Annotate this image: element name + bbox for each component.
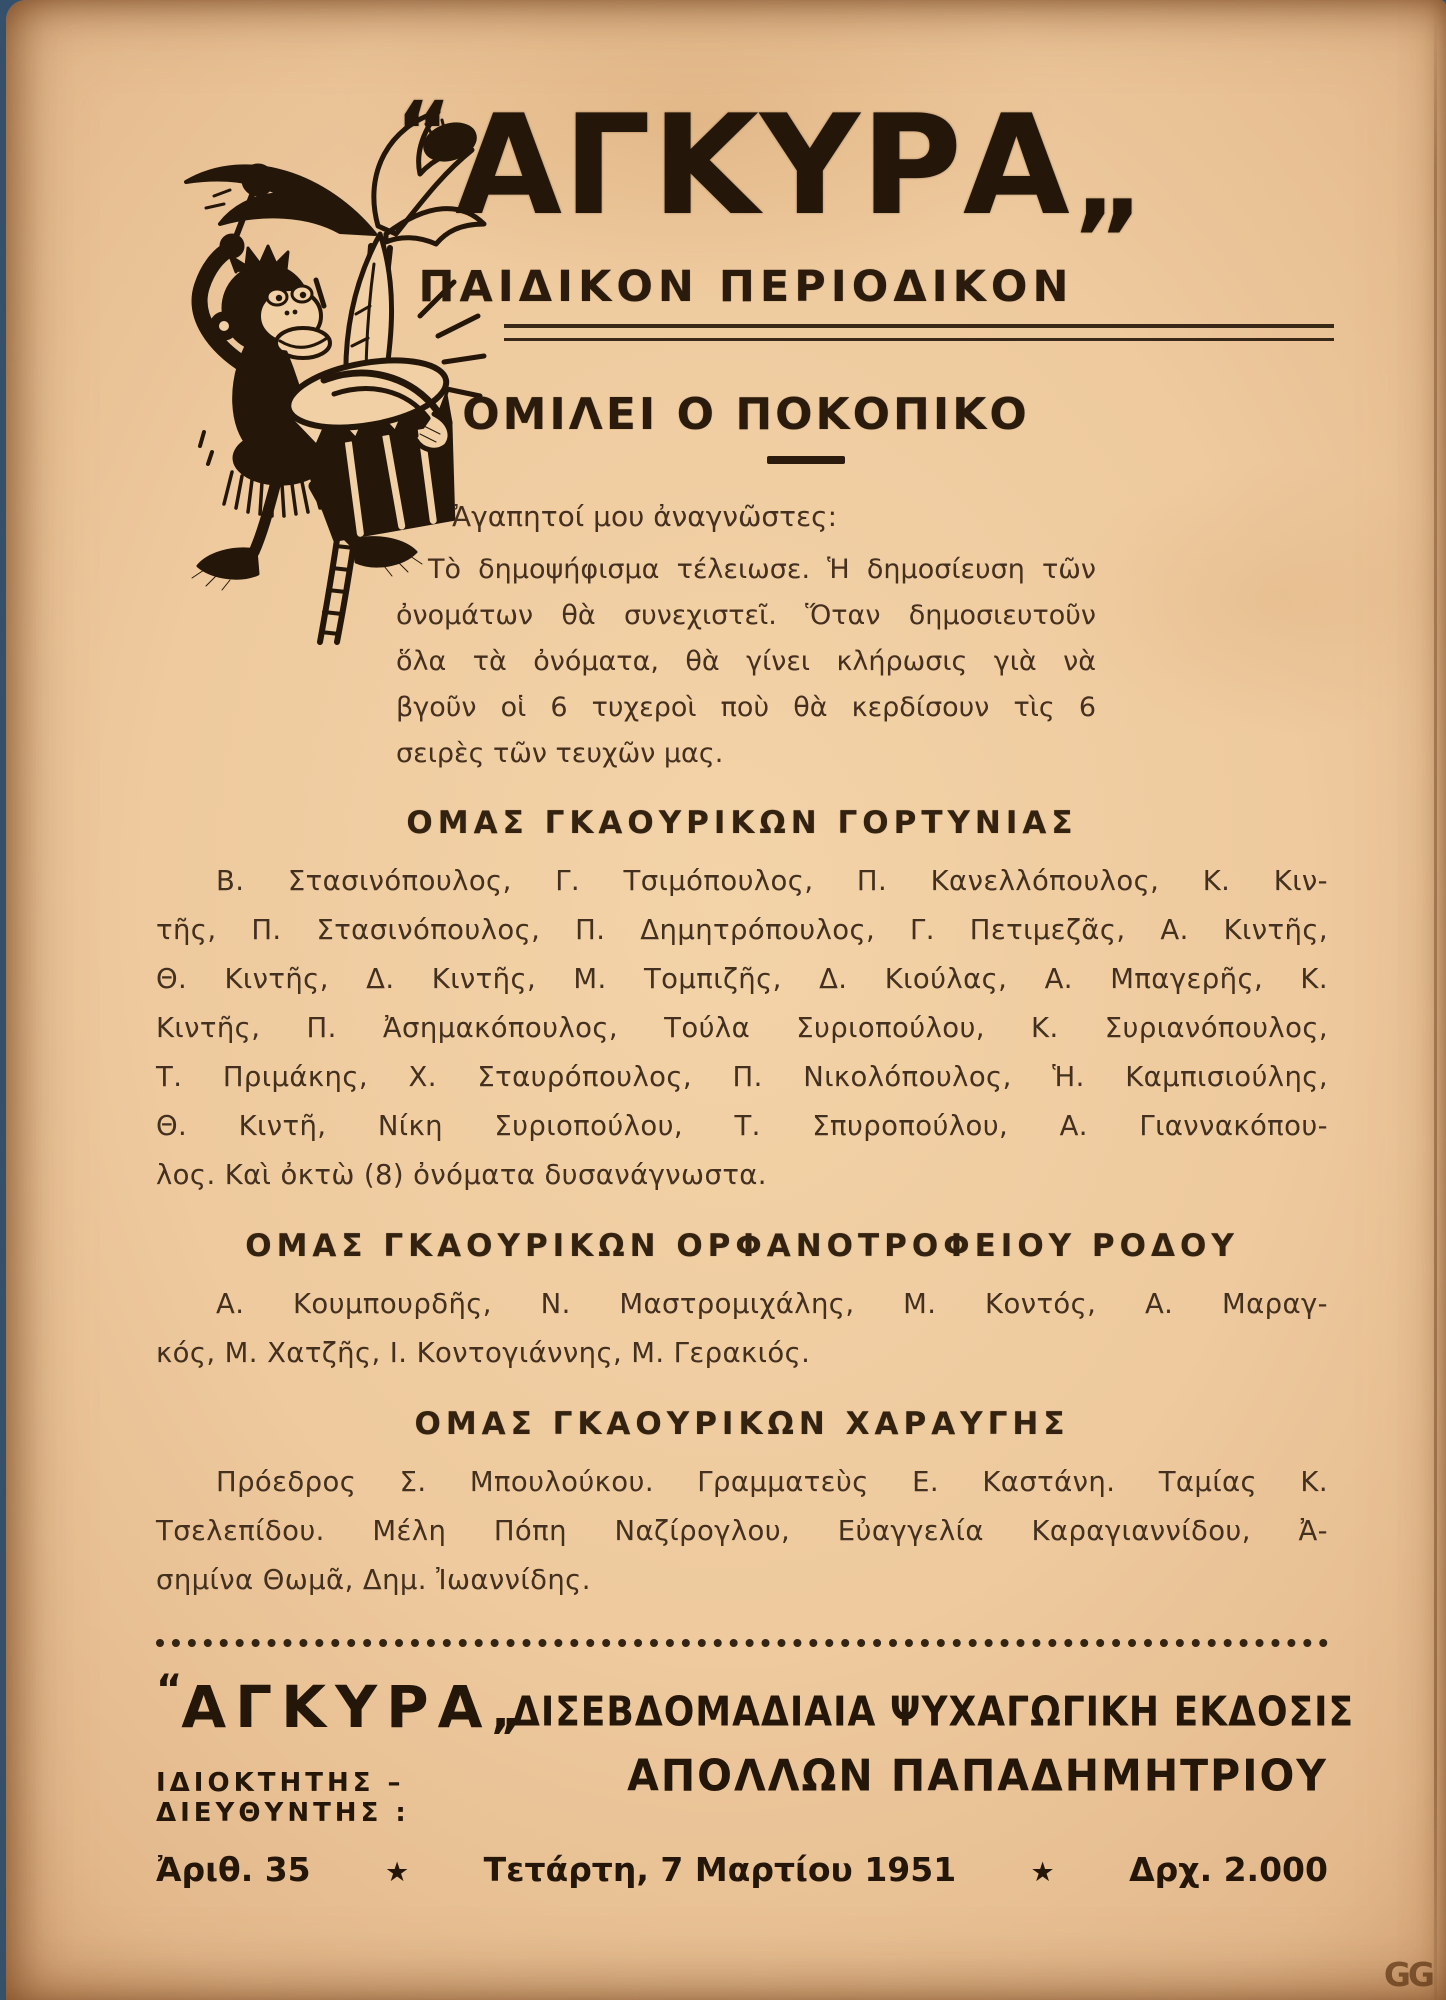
brand-line (156, 1666, 1355, 1741)
names-line: τῆς, Π. Στασινόπουλος, Π. Δημητρόπουλος, Γ. Πετιμεζᾶς, Α. Κιντῆς, (156, 913, 1328, 946)
close-quote: „ (1072, 117, 1140, 245)
open-quote: “ (396, 83, 448, 181)
double-rule (504, 324, 1334, 341)
names-line: κός, Μ. Χατζῆς, Ι. Κοντογιάννης, Μ. Γερακιός. (156, 1336, 811, 1369)
intro-paragraph (396, 547, 1096, 777)
footer-colophon (156, 1639, 1355, 1889)
names-paragraph (156, 1458, 1328, 1605)
owner-label: ΙΔΙΟΚΤΗΤΗΣ – ΔΙΕΥΘΥΝΤΗΣ : (156, 1767, 410, 1828)
intro-line: Τὸ δημοψήφισμα τέλειωσε. Ἡ δημοσίευση τῶν (428, 553, 1096, 585)
section-heading: ΟΜΑΣ ΓΚΑΟΥΡΙΚΩΝ ΓΟΡΤΥΝΙΑΣ (406, 804, 1078, 841)
footer-brand-text: ΑΓΚΥΡΑ (181, 1672, 492, 1741)
names-line: Β. Στασινόπουλος, Γ. Τσιμόπουλος, Π. Κανελλόπουλος, Κ. Κιν- (216, 864, 1328, 897)
star-icon: ★ (385, 1856, 410, 1888)
page-content (6, 0, 1446, 2000)
names-line: Θ. Κιντῆ, Νίκη Συριοπούλου, Τ. Σπυροπούλου, Α. Γιαννακόπου- (156, 1109, 1328, 1142)
open-quote: “ (156, 1666, 180, 1713)
footer-brand-description: ΔΙΣΕΒΔΟΜΑΔΙΑΙΑ ΨΥΧΑΓΩΓΙΚΗ ΕΚΔΟΣΙΣ (511, 1688, 1355, 1736)
intro-line: βγοῦν οἱ 6 τυχεροὶ ποὺ θὰ κερδίσουν τὶς 6 (396, 691, 1096, 723)
names-line: λος. Καὶ ὀκτὼ (8) ὀνόματα δυσανάγνωστα. (156, 1158, 767, 1191)
footer-brand (156, 1667, 512, 1741)
names-paragraph (156, 1280, 1328, 1378)
issue-number: Ἀριθ. 35 (156, 1849, 311, 1889)
heading-underline (767, 456, 845, 464)
dotted-separator (156, 1639, 1328, 1647)
names-line: σημίνα Θωμᾶ, Δημ. Ἰωαννίδης. (156, 1563, 591, 1596)
masthead (396, 83, 1140, 341)
names-line: Κιντῆς, Π. Ἀσημακόπουλος, Τούλα Συριοπούλου, Κ. Συριανόπουλος, (156, 1011, 1328, 1044)
intro-line: ὅλα τὰ ὀνόματα, θὰ γίνει κλήρωσις γιὰ νὰ (396, 645, 1096, 677)
section-gortynia (156, 805, 1328, 1200)
issue-date: Τετάρτη, 7 Μαρτίου 1951 (483, 1849, 957, 1889)
names-line: Πρόεδρος Σ. Μπουλούκου. Γραμματεὺς Ε. Καστάνη. Ταμίας Κ. (216, 1465, 1328, 1498)
greeting-line: Ἀγαπητοί μου ἀναγνῶστες: (452, 499, 838, 533)
names-line: Α. Κουμπουρδῆς, Ν. Μαστρομιχάλης, Μ. Κοντός, Α. Μαραγ- (216, 1287, 1328, 1320)
magazine-title (396, 83, 1140, 246)
article-column (396, 389, 1096, 777)
names-line: Θ. Κιντῆς, Δ. Κιντῆς, Μ. Τομπιζῆς, Δ. Κιούλας, Α. Μπαγερῆς, Κ. (156, 962, 1328, 995)
magazine-title-text: ΑΓΚΥΡΑ (455, 85, 1071, 246)
close-quote: ,, (491, 1682, 512, 1739)
issue-price: Δρχ. 2.000 (1129, 1849, 1328, 1889)
names-line: Τ. Πριμάκης, Χ. Σταυρόπουλος, Π. Νικολόπουλος, Ἡ. Καμπισιούλης, (156, 1060, 1328, 1093)
names-paragraph (156, 857, 1328, 1200)
magazine-subtitle: ΠΑΙΔΙΚΟΝ ΠΕΡΙΟΔΙΚΟΝ (418, 261, 1074, 312)
owner-name: ΑΠΟΛΛΩΝ ΠΑΠΑΔΗΜΗΤΡΙΟΥ (627, 1749, 1328, 1801)
names-line: Τσελεπίδου. Μέλη Πόπη Ναζίρογλου, Εὐαγγελία Καραγιαννίδου, Ἀ- (156, 1514, 1328, 1547)
owner-line (156, 1749, 1328, 1828)
gg-watermark: GG (1383, 1955, 1432, 1994)
intro-line: ὀνομάτων θὰ συνεχιστεῖ. Ὅταν δημοσιευτοῦν (396, 599, 1096, 631)
section-haravgi (156, 1406, 1328, 1605)
intro-line: σειρὲς τῶν τευχῶν μας. (396, 737, 724, 769)
section-heading: ΟΜΑΣ ΓΚΑΟΥΡΙΚΩΝ ΧΑΡΑΥΓΗΣ (414, 1405, 1070, 1442)
issue-line (156, 1850, 1328, 1889)
section-rhodes-orphanage (156, 1228, 1328, 1378)
section-heading: ΟΜΑΣ ΓΚΑΟΥΡΙΚΩΝ ΟΡΦΑΝΟΤΡΟΦΕΙΟΥ ΡΟΔΟΥ (245, 1227, 1239, 1264)
star-icon: ★ (1030, 1856, 1055, 1888)
article-heading: ΟΜΙΛΕΙ Ο ΠΟΚΟΠΙΚΟ (462, 388, 1030, 440)
magazine-page (6, 0, 1446, 2000)
